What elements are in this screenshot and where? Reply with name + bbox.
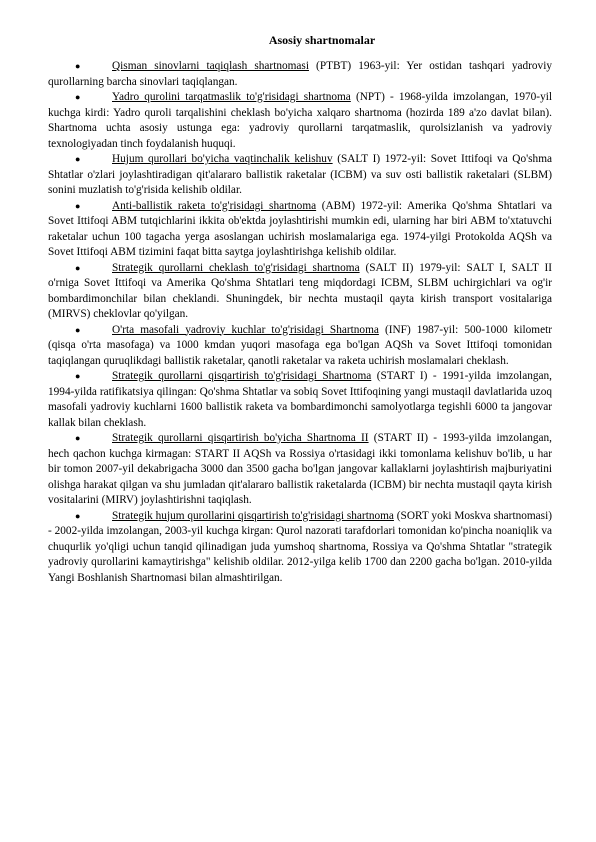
treaty-link[interactable]: Strategik qurollarni qisqartirish bo'yicha Shartnoma II <box>112 432 369 444</box>
bullet-icon: ● <box>75 92 81 102</box>
treaty-description: (SORT yoki Moskva shartnomasi) - 2002-yilda imzolangan, 2003-yil kuchga kirgan: Qurol nazorati tarafdorlari tomonidan ko'pincha noaniqlik va chuqurlik yo'qligi uchun tanqid qilinadigan juda yumshoq shartnoma, Rossiya va Qo'shma Shtatlar "strategik yadroviy qurollarini kamaytirishga" kelishib oldilar. 2012-yilga kelib 1700 dan 2200 gacha bo'lgan. 2010-yilda Yangi Boshlanish Shartnomasi bilan almashtirilgan. <box>48 509 552 584</box>
treaty-item-start-ii <box>48 431 552 509</box>
bullet-icon: ● <box>75 154 81 164</box>
treaty-link[interactable]: Hujum qurollari bo'yicha vaqtinchalik kelishuv <box>112 153 333 165</box>
treaty-description: (ABM) 1972-yil: Amerika Qo'shma Shtatlari va Sovet Ittifoqi ABM tutqichlarini ikkita ob'ektda joylashtirishi mumkin edi, ularning har biri ABM to'xtatuvchi raketalar uchun 100 tagacha yerga asoslangan uchirish moslamalariga ega. 1974-yilgi Protokolda AQSh va Sovet Ittifoqi ABM tizimini faqat bitta saytga joylashtirishga kelishib oldilar. <box>48 199 552 258</box>
page-title: Asosiy shartnomalar <box>268 33 376 47</box>
bullet-icon: ● <box>75 371 81 381</box>
treaty-item-inf <box>48 323 552 370</box>
treaty-description: (START I) - 1991-yilda imzolangan, 1994-yilda ratifikatsiya qilingan: Qo'shma Shtatlar va sobiq Sovet Ittifoqining yangi mustaqil davlatlarida uzoq masofali yadroviy kuchlarni 1600 ballistik raketa va bombardimonchi samolyotlarga tegishli 6000 ta jangovar kallak bilan cheklash. <box>48 370 552 429</box>
treaty-description: (PTBT) 1963-yil: Yer ostidan tashqari yadroviy qurollarning barcha sinovlari taqiqlangan. <box>48 60 552 88</box>
bullet-icon: ● <box>75 200 81 211</box>
treaty-item-start-i <box>48 369 552 431</box>
bullet-icon: ● <box>75 262 81 273</box>
bullet-icon: ● <box>75 510 81 521</box>
treaty-item-salt-i <box>48 152 552 199</box>
treaty-item-sort <box>48 509 552 587</box>
treaty-description: (SALT I) 1972-yil: Sovet Ittifoqi va Qo'shma Shtatlar o'zlari joylashtiradigan qit'alararo ballistik raketalar (ICBM) va suv osti ballistik raketalari (SLBM) sonini muzlatish to'g'risida kelishib oldilar. <box>48 153 552 196</box>
treaty-item-salt-ii <box>48 261 552 323</box>
treaty-link[interactable]: Anti-ballistik raketa to'g'risidagi shartnoma <box>112 199 317 212</box>
treaty-link[interactable]: Strategik qurollarni cheklash to'g'risidagi shartnoma <box>112 261 360 274</box>
treaty-link[interactable]: O'rta masofali yadroviy kuchlar to'g'risidagi Shartnoma <box>112 323 379 336</box>
treaty-item-ptbt <box>48 59 552 90</box>
treaty-link[interactable]: Yadro qurolini tarqatmaslik to'g'risidagi shartnoma <box>112 91 351 103</box>
bullet-icon: ● <box>75 61 81 71</box>
bullet-icon: ● <box>75 324 81 335</box>
bullet-icon: ● <box>75 433 81 443</box>
treaty-link[interactable]: Strategik hujum qurollarini qisqartirish to'g'risidagi shartnoma <box>112 509 394 522</box>
treaty-description: (NPT) - 1968-yilda imzolangan, 1970-yil kuchga kirdi: Yadro quroli tarqalishini cheklash bo'yicha xalqaro shartnoma (hozirda 189 a'zo davlat bilan). Shartnoma uchta asosiy ustunga ega: yadroviy qurollarni tarqatmaslik, qurolsizlanish va yadroviy texnologiyadan tinch foydalanish huquqi. <box>48 91 552 150</box>
treaty-description: (INF) 1987-yil: 500-1000 kilometr (qisqa o'rta masofaga) va 1000 kmdan yuqori masofaga ega bo'lgan AQSh va Sovet Ittifoqi tomonidan taqiqlangan quruqlikdagi ballistik raketalar, qanotli raketalar va raketa uchirish moslamalari cheklash. <box>48 323 552 367</box>
treaty-item-npt <box>48 90 552 152</box>
treaty-description: (START II) - 1993-yilda imzolangan, hech qachon kuchga kirmagan: START II AQSh va Rossiya o'rtasidagi ikki tomonlama kelishuv bo'lib, u har bir tomon 2007-yil dekabrigacha 3000 dan 3500 gacha bo'lgan jangovar kallaklarni joylashtirish majburiyatini olishga harakat qilgan va shu jumladan qit'alararo ballistik raketalarda (ICBM) bir nechta mustaqil qayta kirish vositalarini (MIRV) joylashtirishni taqiqlash. <box>48 432 552 506</box>
treaty-item-abm <box>48 199 552 261</box>
treaty-link[interactable]: Qisman sinovlarni taqiqlash shartnomasi <box>112 60 309 72</box>
treaty-link[interactable]: Strategik qurollarni qisqartirish to'g'risidagi Shartnoma <box>112 370 372 382</box>
treaty-list <box>48 59 552 586</box>
treaty-description: (SALT II) 1979-yil: SALT I, SALT II o'rniga Sovet Ittifoqi va Amerika Qo'shma Shtatlari teng miqdordagi ICBM, SLBM uchirgichlari va og'ir bombardimonchilar bilan cheklandi. Shuningdek, bir nechta mustaqil qayta kirish transport vositalariga (MIRVS) cheklovlar qo'yilgan. <box>48 261 552 320</box>
